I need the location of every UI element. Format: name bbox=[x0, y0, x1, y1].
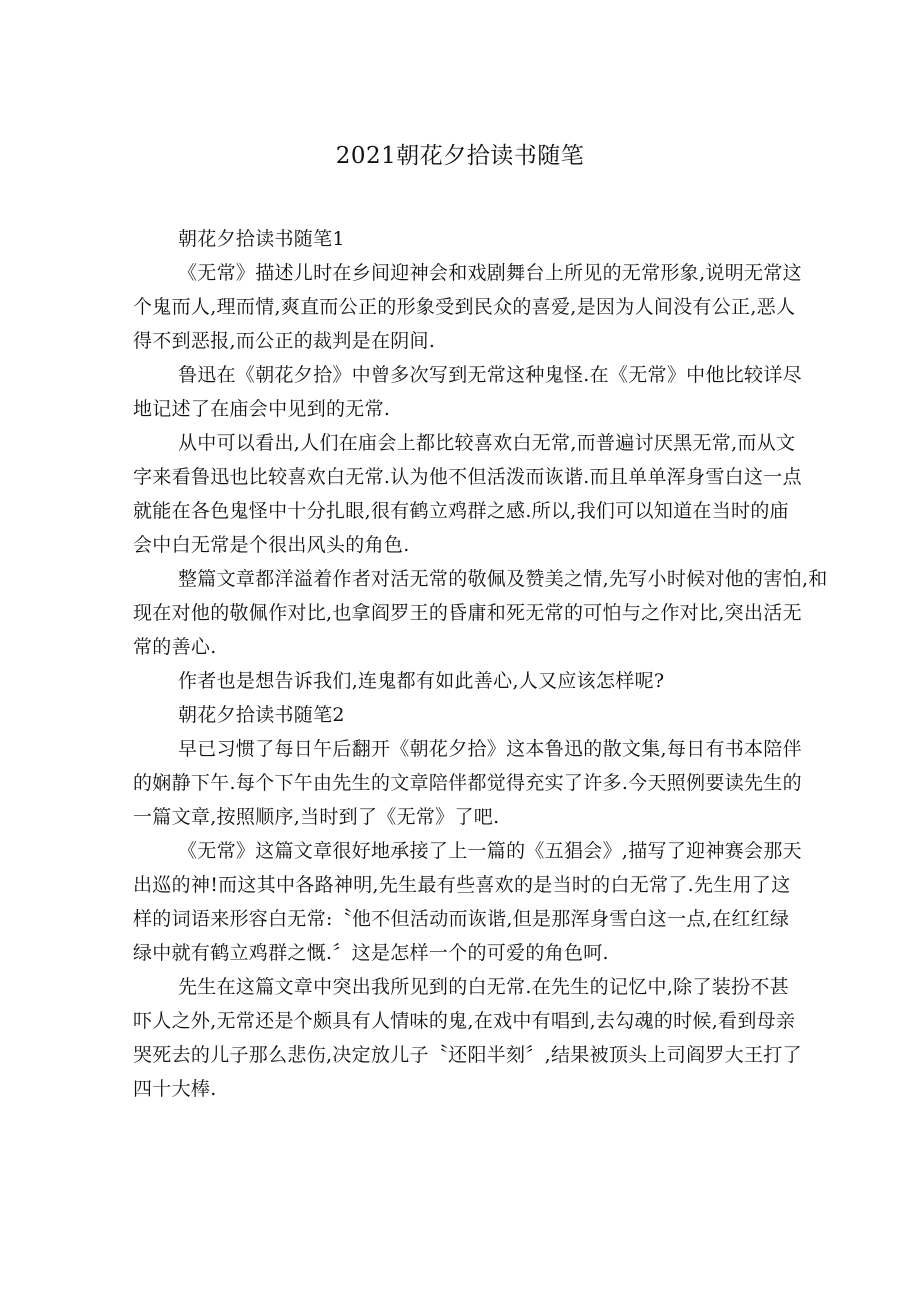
paragraph-line: 四十大棒. bbox=[133, 1078, 217, 1100]
paragraph-line: 就能在各色鬼怪中十分扎眼,很有鹤立鸡群之感.所以,我们可以知道在当时的庙 bbox=[133, 500, 789, 522]
paragraph-line: 作者也是想告诉我们,连鬼都有如此善心,人又应该怎样呢? bbox=[178, 670, 665, 692]
paragraph-line: 会中白无常是个很出风头的角色. bbox=[133, 534, 410, 556]
paragraph-line: 早已习惯了每日午后翻开《朝花夕拾》这本鲁迅的散文集,每日有书本陪伴 bbox=[178, 738, 802, 760]
paragraph-line: 鲁迅在《朝花夕拾》中曾多次写到无常这种鬼怪.在《无常》中他比较详尽 bbox=[178, 364, 802, 386]
paragraph-line: 一篇文章,按照顺序,当时到了《无常》了吧. bbox=[133, 806, 500, 828]
paragraph-line: 个鬼而人,理而情,爽直而公正的形象受到民众的喜爱,是因为人间没有公正,恶人 bbox=[133, 296, 796, 318]
section-heading-2: 朝花夕拾读书随笔2 bbox=[178, 704, 345, 726]
paragraph-line: 《无常》描述儿时在乡间迎神会和戏剧舞台上所见的无常形象,说明无常这 bbox=[178, 262, 802, 284]
paragraph-line: 样的词语来形容白无常:〝他不但活动而诙谐,但是那浑身雪白这一点,在红红绿 bbox=[133, 908, 790, 930]
paragraph-line: 从中可以看出,人们在庙会上都比较喜欢白无常,而普遍讨厌黑无常,而从文 bbox=[178, 432, 796, 454]
paragraph-line: 先生在这篇文章中突出我所见到的白无常.在先生的记忆中,除了装扮不甚 bbox=[178, 976, 789, 998]
paragraph-line: 哭死去的儿子那么悲伤,决定放儿子〝还阳半刻〞,结果被顶头上司阎罗大王打了 bbox=[133, 1044, 802, 1066]
section-heading-1: 朝花夕拾读书随笔1 bbox=[178, 228, 345, 250]
paragraph-line: 地记述了在庙会中见到的无常. bbox=[133, 398, 391, 420]
paragraph-line: 吓人之外,无常还是个颇具有人情味的鬼,在戏中有唱到,去勾魂的时候,看到母亲 bbox=[133, 1010, 796, 1032]
paragraph-line: 绿中就有鹤立鸡群之慨.〞这是怎样一个的可爱的角色呵. bbox=[133, 942, 609, 964]
document-title: 2021朝花夕拾读书随笔 bbox=[335, 143, 585, 169]
paragraph-line: 现在对他的敬佩作对比,也拿阎罗王的昏庸和死无常的可怕与之作对比,突出活无 bbox=[133, 602, 802, 624]
paragraph-line: 字来看鲁迅也比较喜欢白无常.认为他不但活泼而诙谐.而且单单浑身雪白这一点 bbox=[133, 466, 802, 488]
paragraph-line: 得不到恶报,而公正的裁判是在阴间. bbox=[133, 330, 436, 352]
paragraph-line: 出巡的神!而这其中各路神明,先生最有些喜欢的是当时的白无常了.先生用了这 bbox=[133, 874, 791, 896]
paragraph-line: 《无常》这篇文章很好地承接了上一篇的《五猖会》,描写了迎神赛会那天 bbox=[178, 840, 802, 862]
document-body bbox=[133, 222, 828, 1106]
paragraph-line: 整篇文章都洋溢着作者对活无常的敬佩及赞美之情,先写小时候对他的害怕,和 bbox=[178, 568, 828, 590]
paragraph-line: 常的善心. bbox=[133, 636, 217, 658]
paragraph-line: 的娴静下午.每个下午由先生的文章陪伴都觉得充实了许多.今天照例要读先生的 bbox=[133, 772, 802, 794]
